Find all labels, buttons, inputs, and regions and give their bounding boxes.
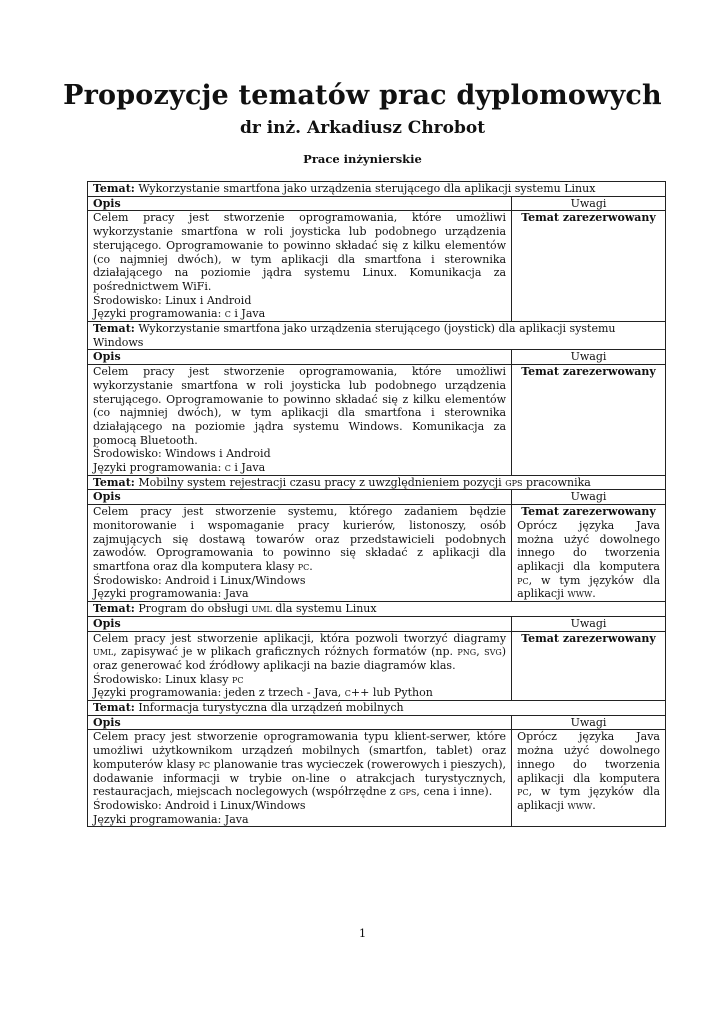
topic-cell [88, 602, 666, 617]
description-cell [88, 631, 512, 701]
environment-text: Środowisko: Android i Linux/Windows [93, 798, 306, 812]
header-row [88, 196, 666, 211]
topic-row [88, 701, 666, 716]
topic-label: Temat: [93, 475, 135, 489]
notes-header: Uwagi [512, 350, 666, 365]
topic-cell [88, 182, 666, 197]
languages-text: Języki programowania: c i Java [93, 461, 266, 475]
description-text: Celem pracy jest stworzenie systemu, którego zadaniem będzie monitorowanie i wspomaganie pracy kurierów, listonoszy, osób zajmujących się dostawą towarów oraz przedstawicieli podobnych zawodów. Oprogramowania to powinno się składać z aplikacji dla smartfona oraz dla komputera klasy pc. [93, 505, 507, 573]
notes-cell [512, 505, 666, 602]
header-row [88, 350, 666, 365]
topic-cell [88, 322, 666, 350]
topic-row [88, 322, 666, 350]
page-number: 1 [358, 926, 367, 940]
header-row [88, 490, 666, 505]
notes-text: Oprócz języka Java można użyć dowolnego innego do tworzenia aplikacji dla komputera pc, w tym języków dla aplikacji www. [517, 730, 660, 812]
document-title: Propozycje tematów prac dyplomowych [63, 80, 662, 111]
languages-text: Języki programowania: jeden z trzech - Java, c++ lub Python [93, 686, 433, 700]
section-heading: Prace inżynierskie [303, 152, 422, 166]
topic-title: Mobilny system rejestracji czasu pracy z uwzględnieniem pozycji gps pracownika [138, 475, 591, 489]
content-row [88, 365, 666, 476]
desc-header: Opis [88, 715, 512, 730]
description-cell [88, 730, 512, 827]
notes-cell [512, 631, 666, 701]
content-row [88, 730, 666, 827]
description-text: Celem pracy jest stworzenie oprogramowania, które umożliwi wykorzystanie smartfona w roli joysticka lub podobnego urządzenia sterującego. Oprogramowanie to powinno składać się z kilku elementów (co najmniej dwóch), w tym aplikacji dla smartfona i sterownika działającego na poziomie jądra systemu Linux. Komunikacja za pośrednictwem WiFi. [93, 211, 507, 293]
environment-text: Środowisko: Linux i Android [93, 293, 252, 307]
notes-header: Uwagi [512, 616, 666, 631]
topic-cell [88, 475, 666, 490]
languages-text: Języki programowania: Java [93, 587, 249, 601]
environment-text: Środowisko: Linux klasy pc [93, 672, 244, 686]
header-row [88, 616, 666, 631]
content-row [88, 211, 666, 322]
description-text: Celem pracy jest stworzenie oprogramowania, które umożliwi wykorzystanie smartfona w roli joysticka lub podobnego urządzenia sterującego. Oprogramowanie to powinno składać się z kilku elementów (co najmniej dwóch), w tym aplikacji dla smartfona i sterownika działającego na poziomie jądra systemu Windows. Komunikacja za pomocą Bluetooth. [93, 365, 507, 447]
topic-title: Wykorzystanie smartfona jako urządzenia sterującego (joystick) dla aplikacji systemu Windows [93, 322, 616, 349]
reserved-status: Temat zarezerwowany [521, 505, 656, 519]
notes-cell [512, 730, 666, 827]
topic-title: Program do obsługi uml dla systemu Linux [138, 602, 377, 616]
topic-label: Temat: [93, 182, 135, 195]
topics-table-body [88, 182, 666, 827]
topic-title: Informacja turystyczna dla urządzeń mobilnych [138, 701, 404, 715]
description-cell [88, 365, 512, 476]
description-cell [88, 211, 512, 322]
notes-header: Uwagi [512, 715, 666, 730]
description-text: Celem pracy jest stworzenie oprogramowania typu klient-serwer, które umożliwi użytkownikom urządzeń mobilnych (smartfon, tablet) oraz komputerów klasy pc planowanie tras wycieczek (rowerowych i pieszych), dodawanie informacji w trybie on-line o atrakcjach turystycznych, restauracjach, miejscach noclegowych (współrzędne z gps, cena i inne). [93, 730, 507, 799]
topic-label: Temat: [93, 701, 135, 715]
document-author: dr inż. Arkadiusz Chrobot [239, 118, 486, 138]
header-row [88, 715, 666, 730]
languages-text: Języki programowania: c i Java [93, 307, 266, 321]
topic-row [88, 475, 666, 490]
desc-header: Opis [88, 196, 512, 211]
notes-cell [512, 211, 666, 322]
notes-cell [512, 365, 666, 476]
topic-label: Temat: [93, 322, 135, 336]
topic-cell [88, 701, 666, 716]
reserved-status: Temat zarezerwowany [521, 631, 656, 645]
topics-table [87, 181, 666, 827]
notes-text: Oprócz języka Java można użyć dowolnego innego do tworzenia aplikacji dla komputera pc, w tym języków dla aplikacji www. [517, 518, 660, 601]
description-cell [88, 505, 512, 602]
notes-header: Uwagi [512, 490, 666, 505]
reserved-status: Temat zarezerwowany [521, 365, 656, 379]
content-row [88, 631, 666, 701]
environment-text: Środowisko: Android i Linux/Windows [93, 573, 306, 587]
desc-header: Opis [88, 490, 512, 505]
environment-text: Środowisko: Windows i Android [93, 447, 271, 461]
languages-text: Języki programowania: Java [93, 812, 249, 826]
desc-header: Opis [88, 616, 512, 631]
topic-label: Temat: [93, 602, 135, 616]
description-text: Celem pracy jest stworzenie aplikacji, która pozwoli tworzyć diagramy uml, zapisywać je w plikach graficznych różnych formatów (np. png, svg) oraz generować kod źródłowy aplikacji na bazie diagramów klas. [93, 631, 507, 672]
topic-title: Wykorzystanie smartfona jako urządzenia sterującego dla aplikacji systemu Linux [138, 182, 596, 195]
reserved-status: Temat zarezerwowany [521, 211, 656, 225]
topic-row [88, 602, 666, 617]
desc-header: Opis [88, 350, 512, 365]
notes-header: Uwagi [512, 196, 666, 211]
content-row [88, 505, 666, 602]
topic-row [88, 182, 666, 197]
